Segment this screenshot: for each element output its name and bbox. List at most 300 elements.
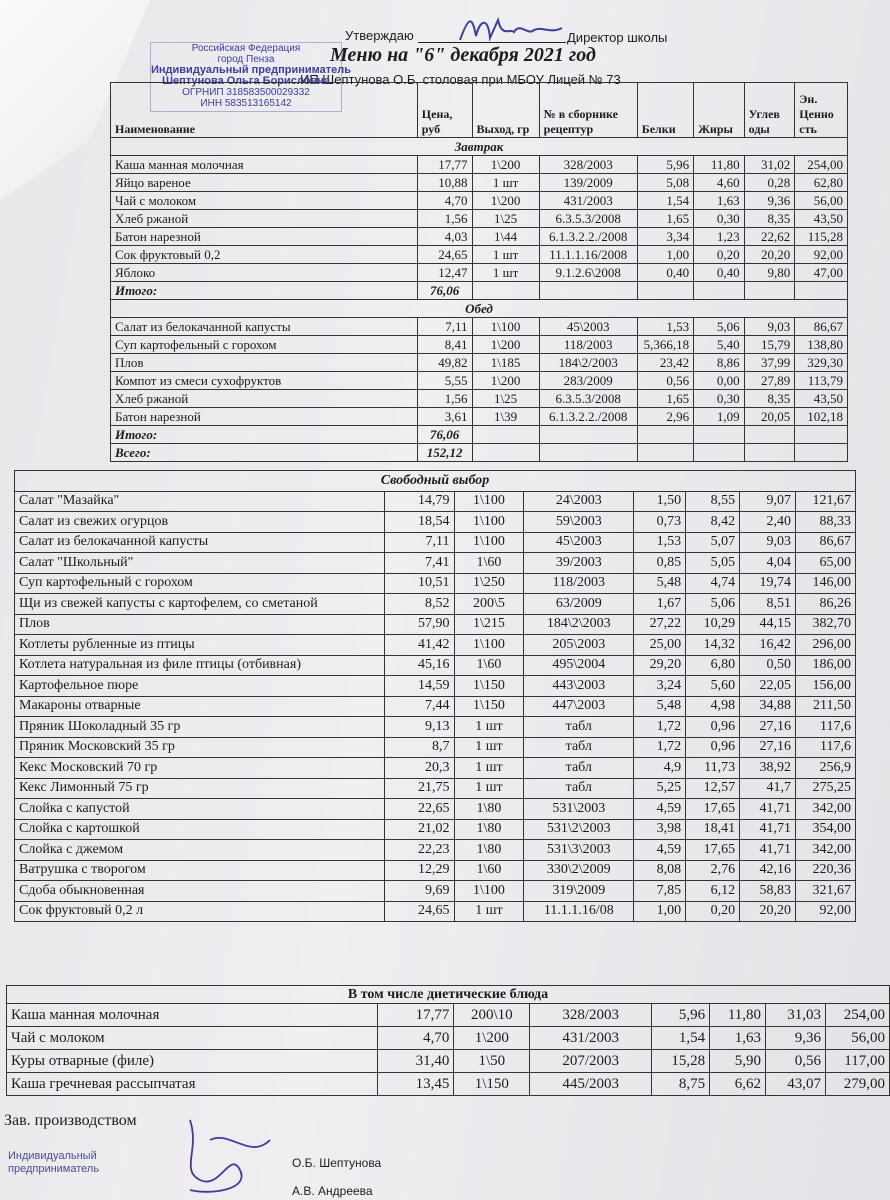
table-cell: 41,7 <box>740 778 796 799</box>
table-row <box>111 408 848 426</box>
empty-cell <box>795 282 848 300</box>
table-cell: 7,11 <box>417 318 472 336</box>
table-cell: 184\2\2003 <box>524 614 634 635</box>
table-row <box>15 676 856 697</box>
table-cell: 56,00 <box>825 1027 889 1050</box>
total-label: Итого: <box>111 426 418 444</box>
menu-table-free-choice <box>14 470 856 922</box>
table-cell: 1 шт <box>454 778 524 799</box>
table-cell: 8,41 <box>417 336 472 354</box>
table-cell: 9,03 <box>744 318 795 336</box>
table-cell: 57,90 <box>384 614 454 635</box>
table-cell: 14,79 <box>384 491 454 512</box>
table-cell: 1,63 <box>694 192 745 210</box>
table-cell: 86,67 <box>796 532 856 553</box>
table-cell: 0,28 <box>744 174 795 192</box>
table-cell: 10,51 <box>384 573 454 594</box>
table-cell: 0,20 <box>694 246 745 264</box>
table-cell: 1\100 <box>454 881 524 902</box>
table-cell: 1,00 <box>634 901 686 922</box>
table-cell: 146,00 <box>796 573 856 594</box>
table-cell: 1\185 <box>472 354 539 372</box>
table-cell: 117,00 <box>825 1050 889 1073</box>
table-cell: Салат "Школьный" <box>15 553 385 574</box>
table-cell: 56,00 <box>795 192 848 210</box>
section-title-breakfast: Завтрак <box>111 138 848 156</box>
table-cell: Кекс Московский 70 гр <box>15 758 385 779</box>
table-row <box>15 594 856 615</box>
table-cell: табл <box>524 717 634 738</box>
table-cell: Каша манная молочная <box>7 1004 378 1027</box>
empty-cell <box>744 282 795 300</box>
table-cell: 1\44 <box>472 228 539 246</box>
table-cell: 9,36 <box>766 1027 826 1050</box>
table-cell: 254,00 <box>825 1004 889 1027</box>
table-cell: 86,26 <box>796 594 856 615</box>
table-cell: 1\200 <box>472 372 539 390</box>
table-cell: 1\200 <box>454 1027 530 1050</box>
table-cell: 65,00 <box>796 553 856 574</box>
section-title-free-choice: Свободный выбор <box>15 471 856 492</box>
empty-cell <box>795 426 848 444</box>
table-cell: 31,03 <box>766 1004 826 1027</box>
table-cell: 431/2003 <box>539 192 637 210</box>
table-cell: 1,65 <box>637 210 693 228</box>
table-cell: 12,47 <box>417 264 472 282</box>
table-cell: 117,6 <box>796 737 856 758</box>
table-cell: 1\25 <box>472 210 539 228</box>
table-cell: 207/2003 <box>530 1050 652 1073</box>
table-cell: 1,56 <box>417 390 472 408</box>
table-cell: 59\2003 <box>524 512 634 533</box>
table-cell: 3,61 <box>417 408 472 426</box>
table-cell: 102,18 <box>795 408 848 426</box>
table-cell: Сок фруктовый 0,2 <box>111 246 418 264</box>
table-cell: 531\3\2003 <box>524 840 634 861</box>
table-cell: 9,13 <box>384 717 454 738</box>
table-row <box>7 1050 890 1073</box>
empty-cell <box>637 444 693 462</box>
table-cell: 7,11 <box>384 532 454 553</box>
table-cell: Хлеб ржаной <box>111 390 418 408</box>
table-cell: 7,44 <box>384 696 454 717</box>
table-cell: 38,92 <box>740 758 796 779</box>
table-cell: 21,02 <box>384 819 454 840</box>
approve-label: Утверждаю <box>345 28 414 43</box>
table-row <box>15 491 856 512</box>
table-cell: 220,36 <box>796 860 856 881</box>
table-cell: Салат из белокачанной капусты <box>111 318 418 336</box>
table-cell: 200\5 <box>454 594 524 615</box>
table-cell: 45,16 <box>384 655 454 676</box>
table-cell: 19,74 <box>740 573 796 594</box>
table-row <box>15 860 856 881</box>
table-cell: 21,75 <box>384 778 454 799</box>
table-cell: 11.1.1.16/08 <box>524 901 634 922</box>
table-cell: 1,50 <box>634 491 686 512</box>
table-cell: 139/2009 <box>539 174 637 192</box>
footer-stamp-text: Индивидуальный предприниматель <box>8 1150 100 1175</box>
table-cell: 1,54 <box>637 192 693 210</box>
table-row <box>15 655 856 676</box>
table-row <box>15 901 856 922</box>
table-row <box>15 881 856 902</box>
table-cell: Макароны отварные <box>15 696 385 717</box>
director-label: Директор школы <box>567 30 668 45</box>
table-cell: 3,24 <box>634 676 686 697</box>
table-header-row <box>111 83 848 138</box>
table-cell: 88,33 <box>796 512 856 533</box>
table-row <box>15 758 856 779</box>
table-cell: Куры отварные (филе) <box>7 1050 378 1073</box>
table-cell: 22,23 <box>384 840 454 861</box>
table-cell: 5,366,18 <box>637 336 693 354</box>
table-cell: Каша гречневая рассыпчатая <box>7 1073 378 1096</box>
table-cell: Сдоба обыкновенная <box>15 881 385 902</box>
table-cell: 1,00 <box>637 246 693 264</box>
table-row <box>7 1004 890 1027</box>
table-cell: 283/2009 <box>539 372 637 390</box>
production-manager-label: Зав. производством <box>4 1112 137 1129</box>
table-cell: 1 шт <box>472 174 539 192</box>
menu-table-diet <box>6 985 890 1096</box>
table-cell: 1 шт <box>454 901 524 922</box>
table-cell: 27,16 <box>740 737 796 758</box>
table-cell: 342,00 <box>796 840 856 861</box>
table-cell: 1\150 <box>454 1073 530 1096</box>
table-cell: Каша манная молочная <box>111 156 418 174</box>
table-cell: 14,59 <box>384 676 454 697</box>
table-cell: 4,04 <box>740 553 796 574</box>
table-cell: 1 шт <box>454 758 524 779</box>
table-cell: Батон нарезной <box>111 228 418 246</box>
stamp-line: город Пенза <box>217 54 275 65</box>
table-cell: Ватрушка с творогом <box>15 860 385 881</box>
table-cell: 5,48 <box>634 696 686 717</box>
manager-signature-icon <box>170 1110 280 1200</box>
table-cell: 138,80 <box>795 336 848 354</box>
table-cell: 443\2003 <box>524 676 634 697</box>
table-cell: 22,65 <box>384 799 454 820</box>
table-cell: 4,59 <box>634 840 686 861</box>
table-cell: 43,50 <box>795 210 848 228</box>
table-cell: 23,42 <box>637 354 693 372</box>
table-cell: 1\60 <box>454 655 524 676</box>
table-cell: 63/2009 <box>524 594 634 615</box>
table-cell: Слойка с картошкой <box>15 819 385 840</box>
table-cell: 1\200 <box>472 156 539 174</box>
grand-total-row <box>111 444 848 462</box>
table-cell: 0,85 <box>634 553 686 574</box>
table-row <box>15 737 856 758</box>
table-cell: 329,30 <box>795 354 848 372</box>
table-cell: 156,00 <box>796 676 856 697</box>
table-cell: 13,45 <box>378 1073 454 1096</box>
table-cell: 4,70 <box>378 1027 454 1050</box>
table-row <box>111 210 848 228</box>
table-cell: Яблоко <box>111 264 418 282</box>
table-cell: 342,00 <box>796 799 856 820</box>
stamp-line: Шептунова Ольга Борисловна <box>162 75 330 87</box>
table-row <box>111 228 848 246</box>
empty-cell <box>472 426 539 444</box>
table-cell: 5,96 <box>637 156 693 174</box>
table-cell: 2,76 <box>686 860 740 881</box>
table-row <box>15 532 856 553</box>
table-cell: 0,30 <box>694 210 745 228</box>
table-cell: 4,60 <box>694 174 745 192</box>
table-cell: 118/2003 <box>524 573 634 594</box>
table-cell: 5,06 <box>694 318 745 336</box>
table-cell: 3,34 <box>637 228 693 246</box>
table-cell: Картофельное пюре <box>15 676 385 697</box>
table-cell: 321,67 <box>796 881 856 902</box>
empty-cell <box>694 282 745 300</box>
table-cell: табл <box>524 778 634 799</box>
menu-table-main <box>110 82 848 462</box>
table-cell: 5,60 <box>686 676 740 697</box>
table-cell: 1 шт <box>454 737 524 758</box>
table-cell: 92,00 <box>795 246 848 264</box>
table-cell: 2,40 <box>740 512 796 533</box>
table-row <box>111 354 848 372</box>
table-cell: 354,00 <box>796 819 856 840</box>
table-cell: 0,50 <box>740 655 796 676</box>
table-cell: 49,82 <box>417 354 472 372</box>
table-cell: 113,79 <box>795 372 848 390</box>
section-title-lunch: Обед <box>111 300 848 318</box>
table-cell: 41,71 <box>740 799 796 820</box>
table-cell: 20,20 <box>740 901 796 922</box>
lunch-total-row <box>111 426 848 444</box>
table-cell: 1,67 <box>634 594 686 615</box>
table-cell: 328/2003 <box>539 156 637 174</box>
table-cell: 11.1.1.16/2008 <box>539 246 637 264</box>
table-cell: 12,57 <box>686 778 740 799</box>
stamp-line: Российская Федерация <box>191 43 301 54</box>
table-cell: 4,59 <box>634 799 686 820</box>
table-cell: 1\50 <box>454 1050 530 1073</box>
table-cell: 10,29 <box>686 614 740 635</box>
table-cell: 279,00 <box>825 1073 889 1096</box>
table-cell: табл <box>524 737 634 758</box>
table-cell: 5,90 <box>710 1050 766 1073</box>
table-cell: Котлета натуральная из филе птицы (отбивная) <box>15 655 385 676</box>
table-cell: 1,53 <box>637 318 693 336</box>
table-cell: Пряник Московский 35 гр <box>15 737 385 758</box>
table-cell: 0,73 <box>634 512 686 533</box>
table-cell: 5,48 <box>634 573 686 594</box>
table-row <box>15 799 856 820</box>
table-cell: 118/2003 <box>539 336 637 354</box>
table-cell: 20,05 <box>744 408 795 426</box>
table-cell: 4,03 <box>417 228 472 246</box>
column-header-energy: Эн. Ценно сть <box>795 83 848 138</box>
table-cell: Суп картофельный с горохом <box>15 573 385 594</box>
table-cell: 45\2003 <box>539 318 637 336</box>
empty-cell <box>539 444 637 462</box>
table-cell: 186,00 <box>796 655 856 676</box>
table-cell: 18,54 <box>384 512 454 533</box>
table-cell: 12,29 <box>384 860 454 881</box>
table-cell: 382,70 <box>796 614 856 635</box>
total-value: 76,06 <box>417 426 472 444</box>
table-cell: 495\2004 <box>524 655 634 676</box>
table-cell: 211,50 <box>796 696 856 717</box>
stamp-line: Индивидуальный предприниматель <box>151 64 351 76</box>
table-row <box>15 614 856 635</box>
table-cell: 184\2/2003 <box>539 354 637 372</box>
table-cell: 296,00 <box>796 635 856 656</box>
table-cell: 1,54 <box>652 1027 710 1050</box>
table-cell: 5,25 <box>634 778 686 799</box>
table-cell: 1,23 <box>694 228 745 246</box>
table-cell: 1\100 <box>454 532 524 553</box>
table-cell: 531\2\2003 <box>524 819 634 840</box>
table-cell: 0,56 <box>766 1050 826 1073</box>
page-subtitle: ИП Шептунова О.Б. столовая при МБОУ Лицей № 73 <box>300 72 621 87</box>
table-cell: 8,75 <box>652 1073 710 1096</box>
table-cell: 17,65 <box>686 799 740 820</box>
table-cell: 0,56 <box>637 372 693 390</box>
total-label: Итого: <box>111 282 418 300</box>
page-title: Меню на "6" декабря 2021 год <box>330 44 596 66</box>
table-cell: 45\2003 <box>524 532 634 553</box>
table-cell: 6,12 <box>686 881 740 902</box>
table-cell: Салат "Мазайка" <box>15 491 385 512</box>
table-cell: 42,16 <box>740 860 796 881</box>
table-cell: 8,35 <box>744 210 795 228</box>
table-cell: 5,08 <box>637 174 693 192</box>
signatory-name-1: О.Б. Шептунова <box>292 1156 382 1170</box>
table-cell: 29,20 <box>634 655 686 676</box>
table-cell: 31,40 <box>378 1050 454 1073</box>
table-cell: 37,99 <box>744 354 795 372</box>
director-signature-icon <box>450 8 570 48</box>
table-cell: Яйцо вареное <box>111 174 418 192</box>
table-cell: 15,79 <box>744 336 795 354</box>
table-row <box>111 318 848 336</box>
table-cell: 6.3.5.3/2008 <box>539 210 637 228</box>
table-cell: 58,83 <box>740 881 796 902</box>
table-cell: 24,65 <box>384 901 454 922</box>
table-cell: Чай с молоком <box>111 192 418 210</box>
table-cell: 22,62 <box>744 228 795 246</box>
table-row <box>7 1073 890 1096</box>
empty-cell <box>694 426 745 444</box>
table-cell: 8,08 <box>634 860 686 881</box>
table-cell: 6.1.3.2.2./2008 <box>539 408 637 426</box>
table-cell: 5,55 <box>417 372 472 390</box>
table-row <box>111 192 848 210</box>
table-cell: 1,56 <box>417 210 472 228</box>
table-cell: 0,96 <box>686 737 740 758</box>
table-cell: 1\100 <box>454 512 524 533</box>
table-cell: 0,40 <box>694 264 745 282</box>
table-row <box>15 778 856 799</box>
column-header-price: Цена, руб <box>417 83 472 138</box>
table-row <box>15 512 856 533</box>
table-cell: 11,73 <box>686 758 740 779</box>
table-cell: 9,07 <box>740 491 796 512</box>
table-cell: 1\100 <box>454 491 524 512</box>
table-cell: 1,72 <box>634 737 686 758</box>
empty-cell <box>744 426 795 444</box>
table-cell: 0,40 <box>637 264 693 282</box>
table-cell: 5,05 <box>686 553 740 574</box>
table-row <box>111 372 848 390</box>
table-cell: 1,09 <box>694 408 745 426</box>
lunch-section <box>111 300 848 462</box>
table-cell: 7,85 <box>634 881 686 902</box>
table-row <box>111 336 848 354</box>
table-cell: Салат из свежих огурцов <box>15 512 385 533</box>
breakfast-total-row <box>111 282 848 300</box>
table-cell: 92,00 <box>796 901 856 922</box>
table-cell: Салат из белокачанной капусты <box>15 532 385 553</box>
table-cell: 17,77 <box>417 156 472 174</box>
table-cell: 10,88 <box>417 174 472 192</box>
table-cell: 1\60 <box>454 553 524 574</box>
table-cell: 25,00 <box>634 635 686 656</box>
table-cell: 62,80 <box>795 174 848 192</box>
table-cell: 41,71 <box>740 819 796 840</box>
table-cell: 0,20 <box>686 901 740 922</box>
table-cell: Слойка с джемом <box>15 840 385 861</box>
table-row <box>111 174 848 192</box>
table-cell: Сок фруктовый 0,2 л <box>15 901 385 922</box>
table-cell: 15,28 <box>652 1050 710 1073</box>
table-cell: 11,80 <box>694 156 745 174</box>
table-cell: 41,71 <box>740 840 796 861</box>
table-cell: Батон нарезной <box>111 408 418 426</box>
table-cell: Пряник Шоколадный 35 гр <box>15 717 385 738</box>
table-cell: 1\250 <box>454 573 524 594</box>
table-cell: 17,77 <box>378 1004 454 1027</box>
empty-cell <box>637 282 693 300</box>
table-cell: 1\60 <box>454 860 524 881</box>
table-cell: 14,32 <box>686 635 740 656</box>
table-cell: Щи из свежей капусты с картофелем, со сметаной <box>15 594 385 615</box>
empty-cell <box>795 444 848 462</box>
table-cell: 27,22 <box>634 614 686 635</box>
table-cell: Слойка с капустой <box>15 799 385 820</box>
table-row <box>15 573 856 594</box>
table-cell: 1,53 <box>634 532 686 553</box>
table-row <box>111 246 848 264</box>
stamp-line: ОГРНИП 318583500029332 <box>182 87 310 98</box>
table-row <box>15 840 856 861</box>
table-cell: 8,55 <box>686 491 740 512</box>
table-cell: 27,89 <box>744 372 795 390</box>
table-cell: 205\2003 <box>524 635 634 656</box>
table-cell: 1\39 <box>472 408 539 426</box>
table-cell: 8,51 <box>740 594 796 615</box>
table-cell: 117,6 <box>796 717 856 738</box>
table-cell: 1\25 <box>472 390 539 408</box>
table-cell: 6.1.3.2.2./2008 <box>539 228 637 246</box>
table-cell: 43,07 <box>766 1073 826 1096</box>
table-cell: 1 шт <box>472 246 539 264</box>
table-row <box>15 819 856 840</box>
table-cell: 20,3 <box>384 758 454 779</box>
table-cell: 1,63 <box>710 1027 766 1050</box>
table-row <box>111 264 848 282</box>
table-cell: 16,42 <box>740 635 796 656</box>
table-cell: 115,28 <box>795 228 848 246</box>
table-cell: 41,42 <box>384 635 454 656</box>
table-cell: 254,00 <box>795 156 848 174</box>
